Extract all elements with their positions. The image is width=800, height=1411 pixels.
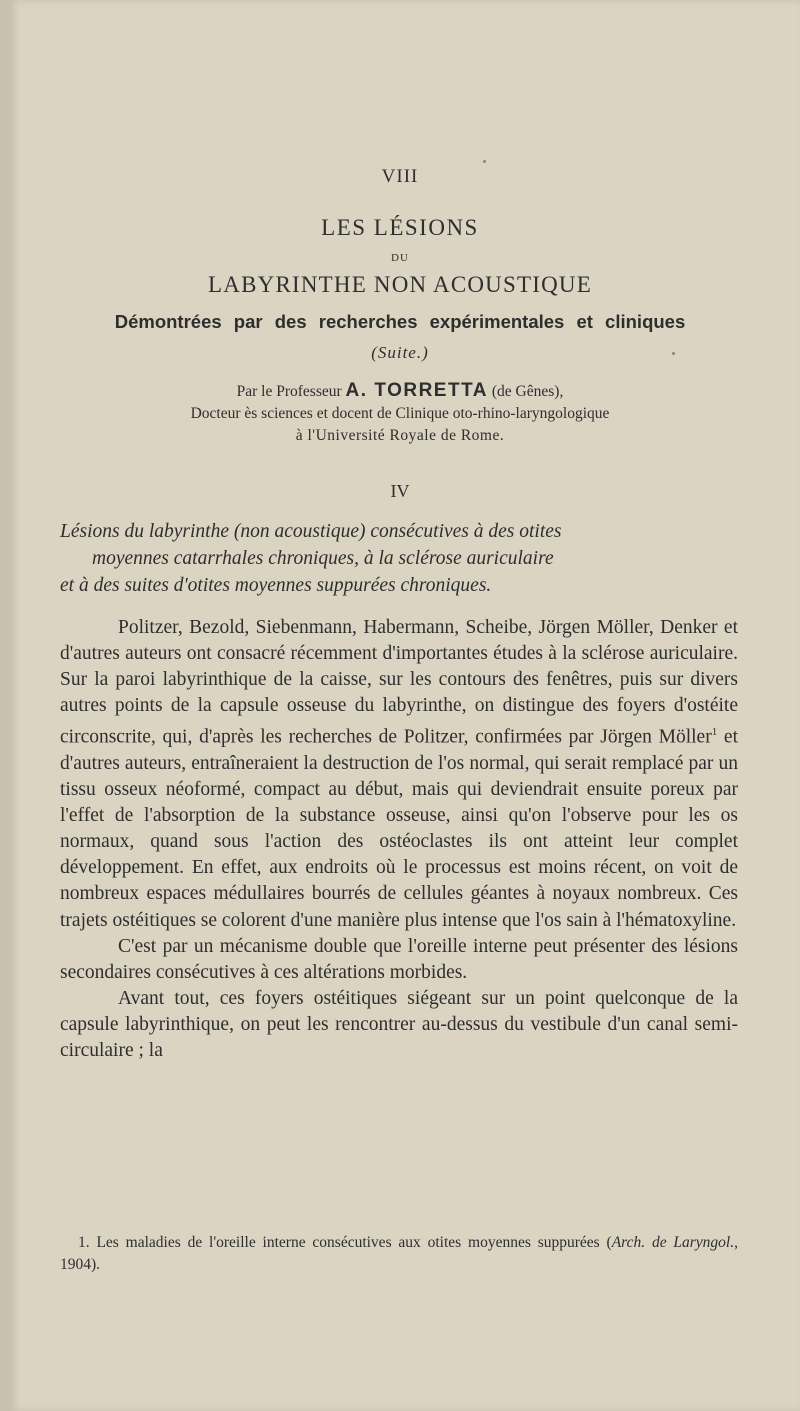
- section-number: IV: [390, 481, 410, 501]
- section-title-line: et à des suites d'otites moyennes suppurées chroniques.: [60, 575, 492, 596]
- footnote-text-before: 1. Les maladies de l'oreille interne consécutives aux otites moyennes suppurées (: [78, 1234, 612, 1251]
- paragraph-text: et d'autres auteurs, entraîneraient la destruction de l'os normal, qui serait remplacé par un tissu osseux néoformé, compact au début, mais qui deviendrait ensuite poreux par l'effet de l'absorption de la substance osseuse, ainsi qu'on l'observe pour les os normaux, quand sous l'action des ostéoclastes ils ont atteint leur complet développement. En effet, aux endroits où le processus est moins récent, on voit de nombreux espaces médullaires bourrés de cellules géantes à noyaux nombreux. Ces trajets ostéitiques se colorent d'une manière plus intense que l'os sain à l'hématoxyline.: [60, 726, 739, 931]
- section-title-line: Lésions du labyrinthe (non acoustique) consécutives à des otites: [60, 521, 562, 542]
- section-title-line: moyennes catarrhales chroniques, à la sclérose auriculaire: [92, 548, 554, 569]
- suite-label: (Suite.): [371, 343, 429, 362]
- author-affiliation-1: Docteur ès sciences et docent de Clinique oto-rhino-laryngologique: [190, 405, 610, 422]
- title-line-1: LES LÉSIONS: [321, 215, 479, 240]
- paragraph-text: Politzer, Bezold, Siebenmann, Habermann, Scheibe, Jörgen Möller, Denker et d'autres auteurs ont consacré récemment d'importantes études à la sclérose auriculaire. Sur la paroi labyrinthique de la caisse, sur les contours des fenêtres, puis sur divers autres points de la capsule osseuse du labyrinthe, on distingue des foyers d'ostéite circonscrite, qui, d'après les recherches de Politzer, confirmées par Jörgen Möller: [60, 617, 738, 748]
- footnote-text-after: , 1904).: [60, 1234, 738, 1273]
- subtitle: Démontrées par des recherches expérimentales et cliniques: [114, 311, 686, 332]
- title-du: DU: [391, 252, 409, 264]
- footnote-journal: Arch. de Laryngol.: [611, 1234, 735, 1251]
- author-line: [0, 380, 800, 402]
- author-prefix: Par le Professeur: [236, 383, 342, 400]
- footnote-ref: 1: [711, 726, 718, 739]
- title-line-2: LABYRINTHE NON ACOUSTIQUE: [208, 272, 592, 297]
- speck: [483, 160, 486, 163]
- author-suffix: (de Gênes),: [491, 383, 564, 400]
- body-text: [60, 615, 738, 1064]
- paragraph: C'est par un mécanisme double que l'oreille interne peut présenter des lésions secondaires consécutives à ces altérations morbides.: [60, 935, 738, 983]
- author-affiliation-2: à l'Université Royale de Rome.: [295, 427, 505, 444]
- author-name: A. TORRETTA: [345, 380, 489, 401]
- paragraph: Avant tout, ces foyers ostéitiques siégeant sur un point quelconque de la capsule labyrinthique, on peut les rencontrer au-dessus du vestibule d'un canal semi-circulaire ; la: [60, 987, 738, 1061]
- page-edge: [0, 0, 10, 1411]
- chapter-number: VIII: [381, 166, 419, 187]
- paragraph: [60, 615, 738, 934]
- section-title: [60, 518, 740, 599]
- footnote-text: [60, 1232, 738, 1276]
- footnote: [60, 1232, 738, 1276]
